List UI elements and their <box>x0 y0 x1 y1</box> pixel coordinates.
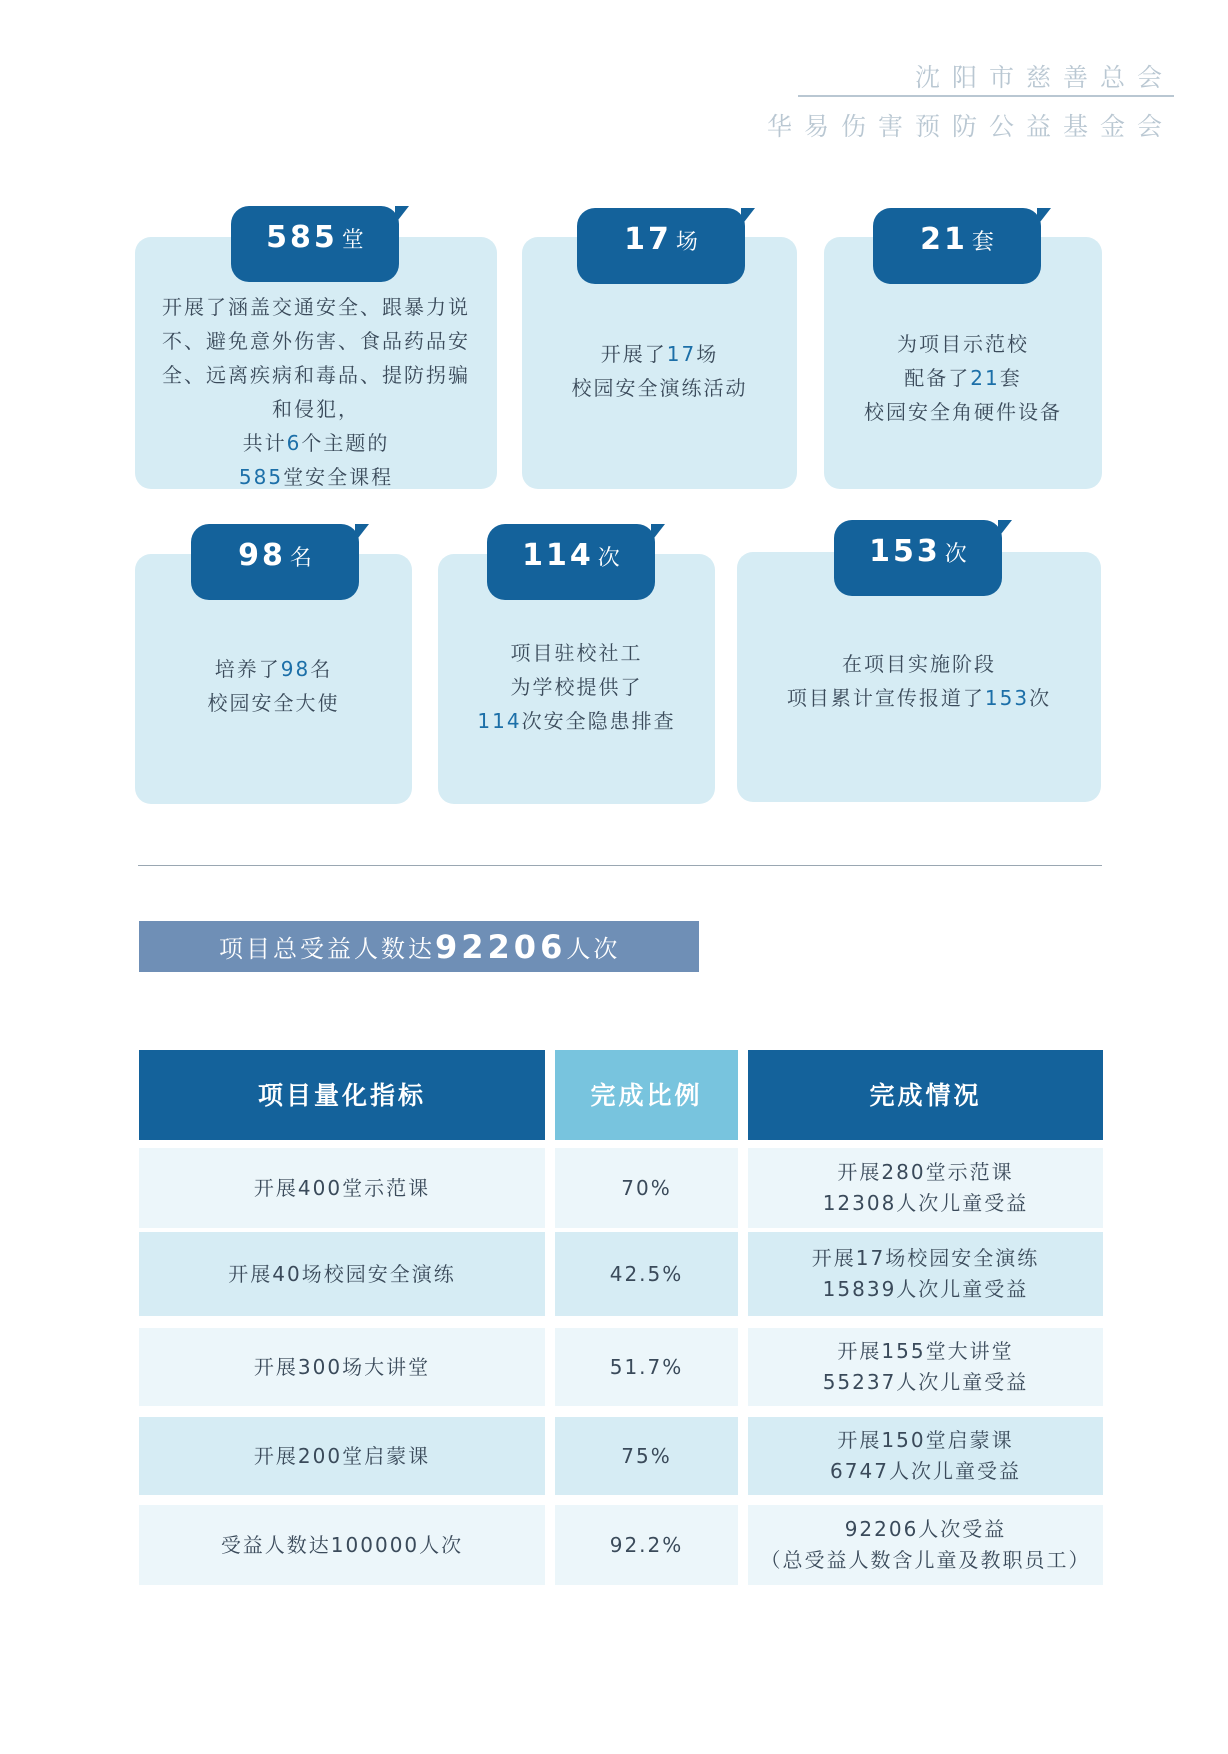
org-name-secondary: 华易伤害预防公益基金会 <box>766 112 1174 141</box>
text-segment: 全、远离疾病和毒品、提防拐骗 <box>162 363 470 387</box>
stat-badge <box>191 524 359 600</box>
text-segment: 名 <box>310 657 333 681</box>
header-status: 完成情况 <box>748 1050 1103 1140</box>
highlight-number: 153 <box>984 686 1030 710</box>
stat-unit: 次 <box>944 542 967 567</box>
text-segment: 培养了 <box>214 657 281 681</box>
table-row <box>139 1328 1103 1406</box>
stat-description <box>135 290 497 494</box>
highlight-number: 21 <box>970 366 1000 390</box>
ratio-cell: 92.2% <box>555 1505 738 1585</box>
stat-unit: 场 <box>675 230 698 255</box>
text-segment: 校园安全大使 <box>207 691 340 715</box>
indicator-cell: 开展300场大讲堂 <box>139 1328 545 1406</box>
stat-badge <box>873 208 1041 284</box>
banner-number: 92206 <box>435 927 567 966</box>
header-divider <box>798 95 1174 97</box>
highlight-number: 585 <box>238 465 284 489</box>
table-row <box>139 1505 1103 1585</box>
stat-description <box>824 327 1102 429</box>
description-line <box>135 392 497 426</box>
header-indicator: 项目量化指标 <box>139 1050 545 1140</box>
description-line <box>438 636 715 670</box>
ratio-cell: 70% <box>555 1148 738 1228</box>
status-line: 92206人次受益 <box>844 1517 1007 1541</box>
stat-badge <box>231 206 399 282</box>
indicator-cell: 开展40场校园安全演练 <box>139 1232 545 1316</box>
description-line <box>824 395 1102 429</box>
ratio-cell: 75% <box>555 1417 738 1495</box>
text-segment: 共计 <box>242 431 287 455</box>
indicator-cell: 受益人数达100000人次 <box>139 1505 545 1585</box>
stat-description <box>135 652 412 720</box>
status-line: 开展155堂大讲堂 <box>837 1339 1014 1363</box>
description-line <box>135 324 497 358</box>
text-segment: 项目累计宣传报道了 <box>786 686 985 710</box>
text-segment: 为项目示范校 <box>897 332 1029 356</box>
stat-badge <box>487 524 655 600</box>
description-line <box>824 327 1102 361</box>
text-segment: 场 <box>696 342 719 366</box>
status-line: 15839人次儿童受益 <box>822 1277 1029 1301</box>
text-segment: 不、避免意外伤害、食品药品安 <box>162 329 470 353</box>
section-divider <box>138 865 1102 866</box>
stat-badge <box>834 520 1002 596</box>
stat-number: 585 <box>266 220 338 255</box>
text-segment: 校园安全角硬件设备 <box>864 400 1062 424</box>
text-segment: 套 <box>999 366 1022 390</box>
stat-unit: 套 <box>971 230 994 255</box>
text-segment: 项目驻校社工 <box>510 641 643 665</box>
description-line <box>522 337 797 371</box>
highlight-number: 6 <box>286 431 302 455</box>
text-segment: 为学校提供了 <box>510 675 643 699</box>
description-line <box>737 647 1101 681</box>
description-line <box>824 361 1102 395</box>
ratio-cell: 42.5% <box>555 1232 738 1316</box>
description-line <box>135 652 412 686</box>
stat-number: 153 <box>869 534 941 569</box>
text-segment: 个主题的 <box>301 431 390 455</box>
description-line <box>737 681 1101 715</box>
status-cell <box>748 1328 1103 1406</box>
stat-description <box>737 647 1101 715</box>
stat-number: 21 <box>920 222 968 257</box>
description-line <box>135 290 497 324</box>
highlight-number: 114 <box>477 709 522 733</box>
table-row <box>139 1148 1103 1228</box>
description-line <box>135 686 412 720</box>
table-header-row <box>139 1050 1103 1140</box>
text-segment: 次安全隐患排查 <box>521 709 676 733</box>
indicator-cell: 开展200堂启蒙课 <box>139 1417 545 1495</box>
stat-unit: 堂 <box>341 228 364 253</box>
description-line <box>438 704 715 738</box>
text-segment: 在项目实施阶段 <box>842 652 996 676</box>
stat-unit: 次 <box>597 546 620 571</box>
description-line <box>522 371 797 405</box>
status-line: 12308人次儿童受益 <box>822 1191 1029 1215</box>
status-cell <box>748 1417 1103 1495</box>
stat-description <box>438 636 715 738</box>
text-segment: 开展了 <box>600 342 667 366</box>
stat-number: 17 <box>624 222 672 257</box>
highlight-number: 17 <box>666 342 697 366</box>
status-line: 6747人次儿童受益 <box>830 1459 1021 1483</box>
status-line: 55237人次儿童受益 <box>822 1370 1029 1394</box>
total-beneficiaries-banner <box>139 921 699 972</box>
text-segment: 和侵犯， <box>272 397 360 421</box>
text-segment: 堂安全课程 <box>283 465 394 489</box>
text-segment: 配备了 <box>904 366 971 390</box>
banner-prefix: 项目总受益人数达 <box>219 935 435 963</box>
stat-unit: 名 <box>289 546 312 571</box>
org-name-primary: 沈阳市慈善总会 <box>914 63 1174 92</box>
status-cell <box>748 1232 1103 1316</box>
stat-description <box>522 337 797 405</box>
table-row <box>139 1417 1103 1495</box>
table-row <box>139 1232 1103 1316</box>
description-line <box>135 426 497 460</box>
status-cell <box>748 1148 1103 1228</box>
description-line <box>135 460 497 494</box>
header-ratio: 完成比例 <box>555 1050 738 1140</box>
highlight-number: 98 <box>280 657 311 681</box>
stat-badge <box>577 208 745 284</box>
description-line <box>135 358 497 392</box>
stat-number: 114 <box>522 538 594 573</box>
text-segment: 次 <box>1029 686 1052 710</box>
stat-number: 98 <box>238 538 286 573</box>
ratio-cell: 51.7% <box>555 1328 738 1406</box>
banner-suffix: 人次 <box>566 935 621 963</box>
description-line <box>438 670 715 704</box>
status-line: 开展280堂示范课 <box>837 1160 1014 1184</box>
text-segment: 开展了涵盖交通安全、跟暴力说 <box>162 295 470 319</box>
indicator-cell: 开展400堂示范课 <box>139 1148 545 1228</box>
status-line: （总受益人数含儿童及教职员工） <box>760 1548 1091 1572</box>
status-line: 开展17场校园安全演练 <box>811 1246 1040 1270</box>
text-segment: 校园安全演练活动 <box>571 376 748 400</box>
status-cell <box>748 1505 1103 1585</box>
status-line: 开展150堂启蒙课 <box>837 1428 1014 1452</box>
